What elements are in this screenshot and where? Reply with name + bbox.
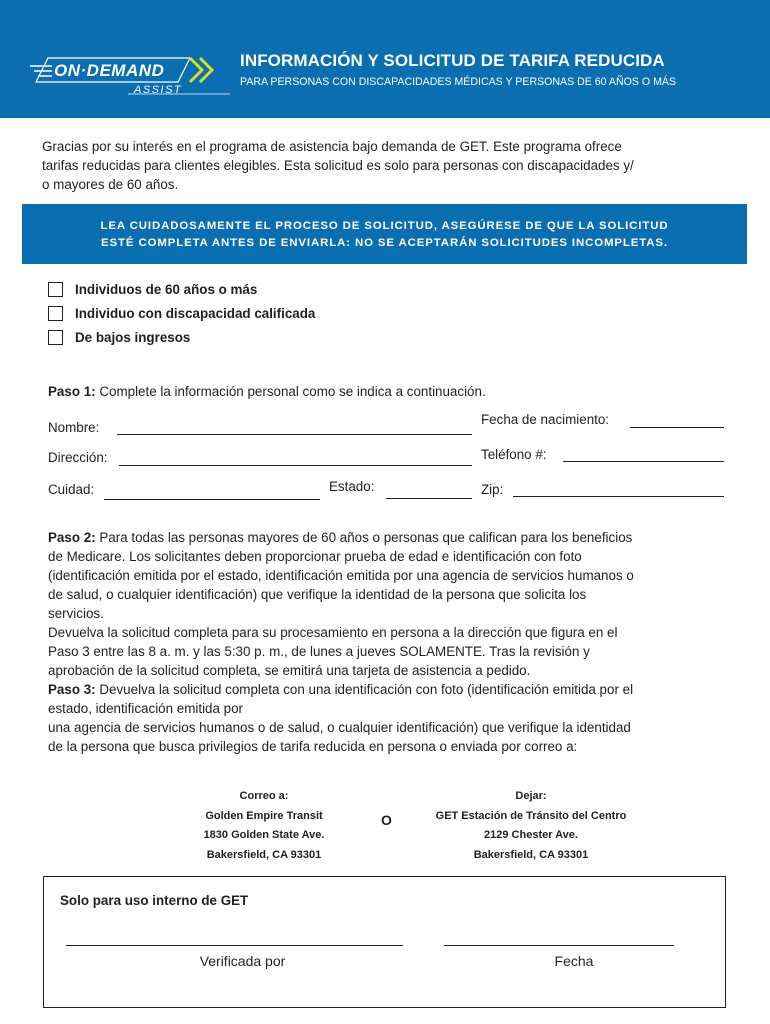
name-label: Nombre: xyxy=(48,420,100,435)
mail-address-block xyxy=(176,787,352,865)
checkbox-disability[interactable] xyxy=(48,306,63,321)
on-demand-assist-logo xyxy=(30,52,230,100)
name-field[interactable] xyxy=(117,434,472,435)
step3-first-line: Paso 3: Devuelva la solicitud completa con una identificación con foto (identificación emitida por el xyxy=(48,682,634,697)
step2-line: servicios. xyxy=(48,606,104,621)
mail-line: 1830 Golden State Ave. xyxy=(203,829,325,841)
logo-main-text: ON·DEMAND xyxy=(54,61,165,80)
step2-label: Paso 2: xyxy=(48,530,96,545)
warning-line: LEA CUIDADOSAMENTE EL PROCESO DE SOLICITUD, ASEGÚRESE DE QUE LA SOLICITUD xyxy=(100,220,669,232)
checkbox-label: Individuos de 60 años o más xyxy=(75,282,258,297)
step3-label: Paso 3: xyxy=(48,682,96,697)
drop-heading: Dejar: xyxy=(515,790,547,802)
birthdate-label: Fecha de nacimiento: xyxy=(481,412,610,427)
page-title: INFORMACIÓN Y SOLICITUD DE TARIFA REDUCIDA xyxy=(240,51,665,70)
phone-label: Teléfono #: xyxy=(481,447,547,462)
zip-label: Zip: xyxy=(481,482,504,497)
state-label: Estado: xyxy=(329,479,375,494)
checkbox-row-age[interactable] xyxy=(48,282,257,297)
step1-heading xyxy=(48,384,486,399)
verified-by-label: Verificada por xyxy=(199,953,286,969)
checkbox-label: De bajos ingresos xyxy=(75,330,191,345)
intro-line: o mayores de 60 años. xyxy=(42,177,179,192)
drop-line: 2129 Chester Ave. xyxy=(484,829,578,841)
page-subtitle: PARA PERSONAS CON DISCAPACIDADES MÉDICAS Y PERSONAS DE 60 AÑOS O MÁS xyxy=(240,76,677,88)
warning-banner xyxy=(22,204,747,264)
warning-line: ESTÉ COMPLETA ANTES DE ENVIARLA: NO SE ACEPTARÁN SOLICITUDES INCOMPLETAS. xyxy=(101,237,668,249)
city-label: Cuidad: xyxy=(48,482,95,497)
birthdate-field[interactable] xyxy=(630,427,724,428)
step1-text: Complete la información personal como se indica a continuación. xyxy=(95,384,486,399)
or-separator: O xyxy=(381,812,392,828)
internal-use-title: Solo para uso interno de GET xyxy=(60,893,249,908)
step2-line: aprobación de la solicitud completa, se emitirá una tarjeta de asistencia a pedido. xyxy=(48,663,531,678)
step3-line: estado, identificación emitida por xyxy=(48,701,244,716)
verified-by-field[interactable] xyxy=(66,945,403,946)
drop-line: Bakersfield, CA 93301 xyxy=(473,848,589,861)
header-banner xyxy=(0,0,770,118)
mail-heading: Correo a: xyxy=(239,790,289,802)
step3-line: una agencia de servicios humanos o de salud, o cualquier identificación) que verifique la identidad xyxy=(48,720,631,735)
checkbox-row-low-income[interactable] xyxy=(48,330,190,345)
instructions-text xyxy=(48,528,728,756)
drop-line: GET Estación de Tránsito del Centro xyxy=(435,809,627,822)
date-label: Fecha xyxy=(554,953,594,969)
step2-line: Devuelva la solicitud completa para su procesamiento en persona a la dirección que figura en el xyxy=(48,625,618,640)
address-label: Dirección: xyxy=(48,450,108,465)
address-field[interactable] xyxy=(119,465,472,466)
intro-line: tarifas reducidas para clientes elegibles. Esta solicitud es solo para personas con discapacidades y/ xyxy=(42,158,634,173)
intro-paragraph xyxy=(42,137,722,194)
logo-sub-text: ASSIST xyxy=(134,84,183,96)
date-field[interactable] xyxy=(444,945,674,946)
zip-field[interactable] xyxy=(513,496,724,497)
step2-first-line: Paso 2: Para todas las personas mayores de 60 años o personas que califican para los beneficios xyxy=(48,530,633,545)
phone-field[interactable] xyxy=(563,461,724,462)
step2-line: de Medicare. Los solicitantes deben proporcionar prueba de edad e identificación con foto xyxy=(48,549,582,564)
step2-line: de salud, o cualquier identificación) que verifique la identidad de la persona que solicita los xyxy=(48,587,587,602)
checkbox-low-income[interactable] xyxy=(48,330,63,345)
step2-line: Paso 3 entre las 8 a. m. y las 5:30 p. m., de lunes a jueves SOLAMENTE. Tras la revisión y xyxy=(48,644,590,659)
city-field[interactable] xyxy=(104,499,320,500)
checkbox-label: Individuo con discapacidad calificada xyxy=(75,306,316,321)
drop-address-block xyxy=(418,787,644,865)
mail-line: Bakersfield, CA 93301 xyxy=(206,848,322,861)
checkbox-age-60[interactable] xyxy=(48,282,63,297)
state-field[interactable] xyxy=(386,498,472,499)
mail-line: Golden Empire Transit xyxy=(205,809,323,822)
internal-use-box xyxy=(43,876,726,1008)
step2-line: (identificación emitida por el estado, identificación emitida por una agencia de servicios humanos o xyxy=(48,568,634,583)
step1-label: Paso 1: xyxy=(48,384,96,399)
step3-line: de la persona que busca privilegios de tarifa reducida en persona o enviada por correo a: xyxy=(48,739,578,754)
intro-line: Gracias por su interés en el programa de asistencia bajo demanda de GET. Este programa ofrece xyxy=(42,139,622,154)
checkbox-row-disability[interactable] xyxy=(48,306,315,321)
